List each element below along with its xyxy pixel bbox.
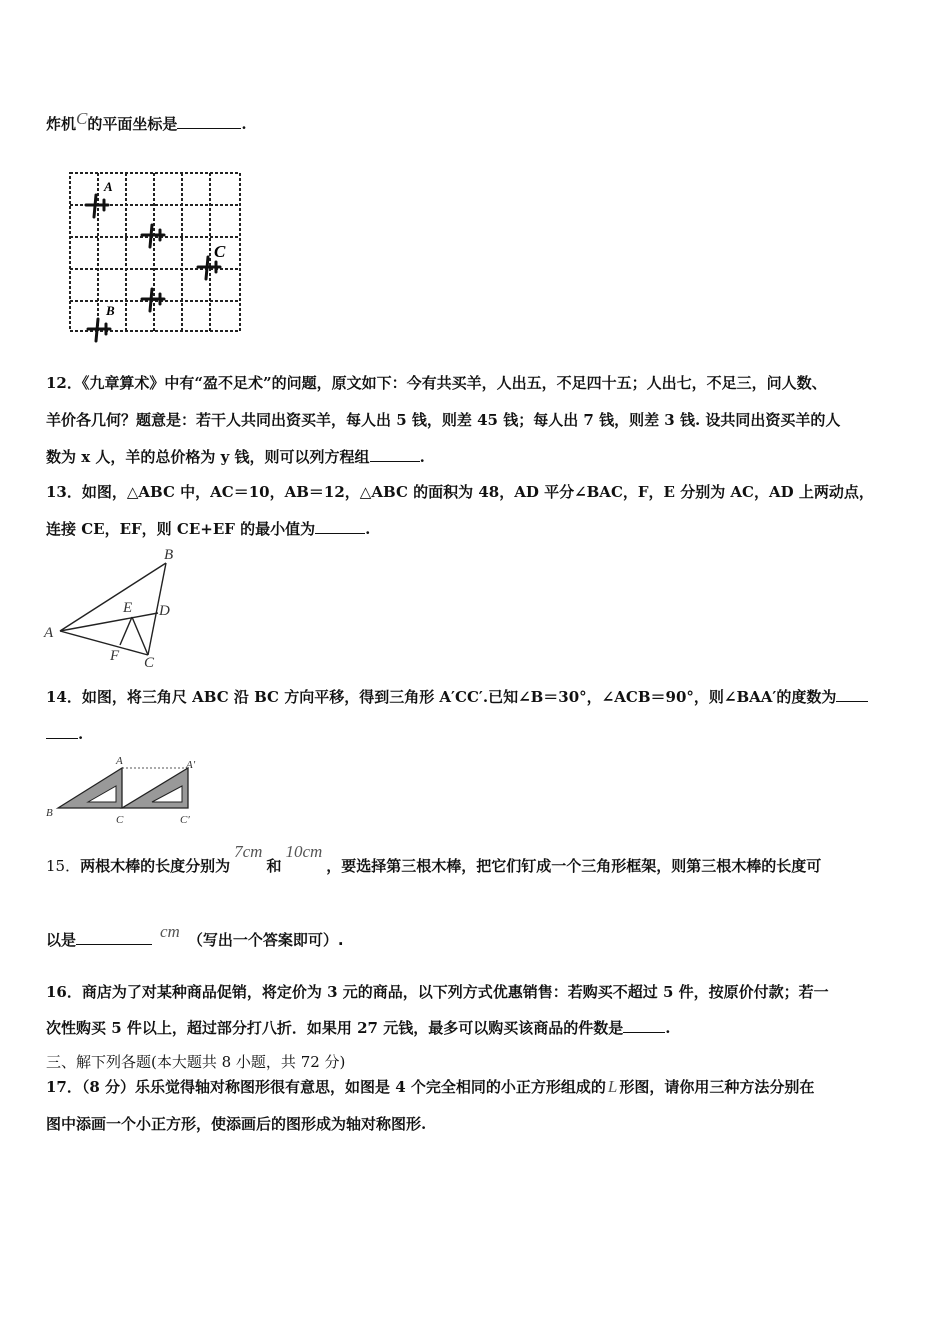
var-c: C [76, 109, 88, 128]
q16-line1: 16．商店为了对某种商品促销，将定价为 3 元的商品，以下列方式优惠销售：若购买不超过 5 件，按原价付款；若一 [46, 983, 829, 1001]
q14-line1: 14．如图，将三角尺 ABC 沿 BC 方向平移，得到三角形 A′CC′.已知∠B＝30°，∠ACB＝90°，则∠BAA′的度数为 [46, 687, 868, 707]
triangle-abc-figure [40, 545, 190, 670]
label-e: E [123, 600, 133, 616]
section-title: 三、解下列各题(本大题共 8 小题，共 72 分) [46, 1053, 346, 1071]
label-d: D [159, 603, 170, 619]
answer-blank [177, 114, 241, 129]
label-b: B [106, 303, 115, 318]
unit-cm: cm [160, 922, 180, 941]
answer-blank [315, 519, 365, 534]
answer-blank [623, 1018, 665, 1033]
label-c: C [116, 814, 124, 826]
q17-line2: 图中添画一个小正方形，使添画后的图形成为轴对称图形. [46, 1115, 427, 1133]
label-f: F [110, 648, 120, 664]
q11-text: 炸机C的平面坐标是 . [46, 109, 247, 133]
plane-grid-figure [60, 165, 250, 345]
q12-line3: 数为 x 人，羊的总价格为 y 钱，则可以列方程组 . [46, 448, 425, 466]
q17-line1: 17．（8 分）乐乐觉得轴对称图形很有意思，如图是 4 个完全相同的小正方形组成的 L 形图，请你用三种方法分别在 [46, 1077, 815, 1096]
label-a: A [104, 179, 113, 194]
var-l: L [607, 1077, 618, 1096]
answer-blank [46, 724, 78, 739]
q12-line1: 12．《九章算术》中有“盈不足术”的问题，原文如下：今有共买羊，人出五，不足四十五；人出七，不足三，问人数、 [46, 374, 827, 392]
label-a-prime: A′ [186, 759, 196, 771]
answer-blank [76, 930, 152, 945]
label-a: A [44, 625, 54, 641]
set-square-figure [40, 752, 210, 830]
label-a: A [116, 755, 123, 767]
label-b: B [46, 807, 53, 819]
length-2: 10cm [285, 842, 323, 861]
answer-blank [370, 447, 420, 462]
label-c: C [214, 242, 226, 261]
q15-line1: 15．两根木棒的长度分别为7cm和10cm，要选择第三根木棒，把它们钉成一个三角形框架，则第三根木棒的长度可 [46, 842, 822, 875]
q13-line1: 13．如图，△ABC 中，AC＝10，AB＝12，△ABC 的面积为 48，AD 平分∠BAC，F，E 分别为 AC，AD 上两动点， [46, 483, 874, 501]
length-1: 7cm [234, 842, 263, 861]
q14-line2: . [46, 724, 83, 744]
plane-icon-b [88, 319, 110, 341]
label-c: C [144, 655, 155, 670]
q12-line2: 羊价各几何？题意是：若干人共同出资买羊，每人出 5 钱，则差 45 钱；每人出 7 钱，则差 3 钱. 设共同出资买羊的人 [46, 411, 841, 429]
q13-line2: 连接 CE，EF，则 CE+EF 的最小值为 . [46, 520, 371, 538]
label-c-prime: C′ [180, 814, 190, 826]
plane-icon [142, 289, 164, 311]
answer-blank [836, 687, 868, 702]
label-b: B [164, 547, 174, 563]
q15-line2: 以是 cm （写出一个答案即可）. [46, 922, 344, 949]
q16-line2: 次性购买 5 件以上，超过部分打八折．如果用 27 元钱，最多可以购买该商品的件数是 . [46, 1019, 671, 1037]
